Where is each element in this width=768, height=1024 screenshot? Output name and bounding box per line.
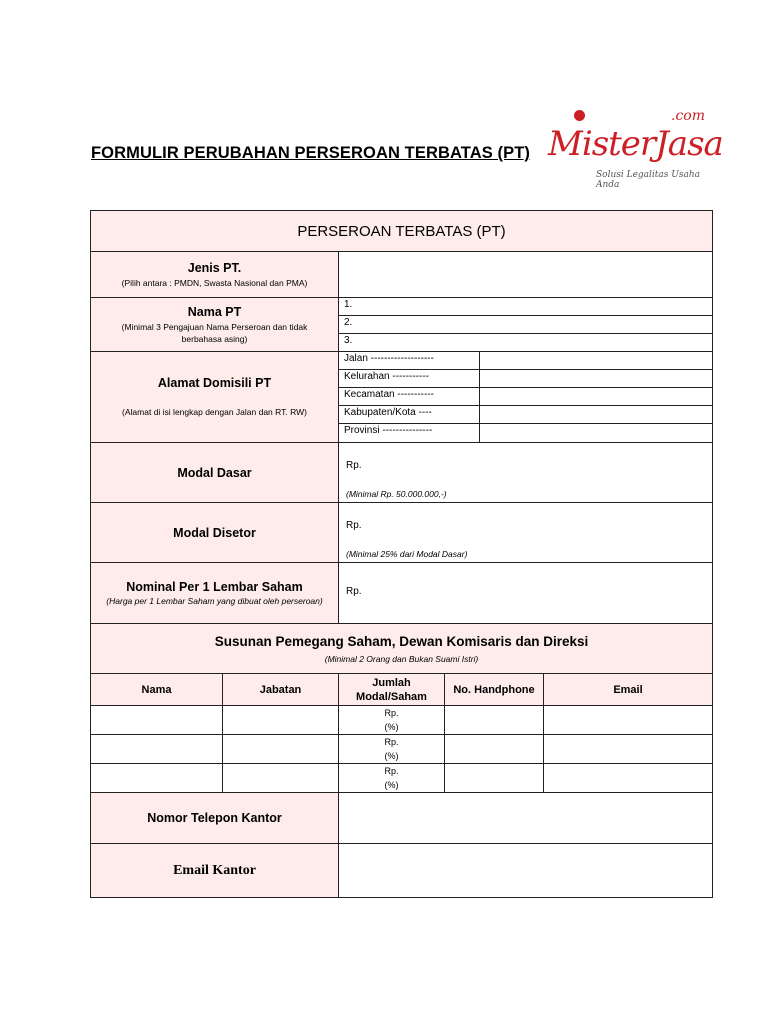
col-header-jabatan xyxy=(222,673,339,706)
alamat-hint: (Alamat di isi lengkap dengan Jalan dan RT. RW) xyxy=(122,407,307,417)
nama-pt-label: Nama PT xyxy=(187,304,242,319)
modal-disetor-rp: Rp. xyxy=(346,520,362,531)
section-header xyxy=(90,210,713,252)
col-header-label: Jumlah Modal/Saham xyxy=(356,676,427,703)
table-cell-jumlah[interactable] xyxy=(338,763,445,793)
email-kantor-label-cell xyxy=(90,843,339,898)
form-title: FORMULIR PERUBAHAN PERSEROAN TERBATAS (PT) xyxy=(91,144,531,162)
table-cell-handphone[interactable] xyxy=(444,763,544,793)
nominal-input[interactable] xyxy=(338,562,713,624)
alamat-field-kelurahan xyxy=(338,369,480,388)
jenis-pt-hint: (Pilih antara : PMDN, Swasta Nasional dan PMA) xyxy=(121,277,308,288)
nama-pt-hint: (Minimal 3 Pengajuan Nama Perseroan dan tidak berbahasa asing) xyxy=(121,321,308,344)
table-cell-email[interactable] xyxy=(543,763,713,793)
table-cell-jabatan[interactable] xyxy=(222,705,339,735)
alamat-field-kecamatan xyxy=(338,387,480,406)
logo-brand: MisterJasa xyxy=(548,124,723,164)
susunan-title: Susunan Pemegang Saham, Dewan Komisaris dan Direksi xyxy=(214,633,589,649)
alamat-input-jalan[interactable] xyxy=(479,351,713,370)
modal-dasar-note: (Minimal Rp. 50.000.000,-) xyxy=(346,489,447,499)
jumlah-pct: (%) xyxy=(384,722,399,732)
logo-dot-icon xyxy=(574,110,585,121)
jumlah-pct: (%) xyxy=(384,780,399,790)
modal-disetor-input[interactable] xyxy=(338,502,713,563)
alamat-label-cell xyxy=(90,351,339,443)
alamat-field-kabupaten xyxy=(338,405,480,424)
table-cell-jumlah[interactable] xyxy=(338,705,445,735)
jenis-pt-label-cell xyxy=(90,251,339,298)
table-cell-handphone[interactable] xyxy=(444,705,544,735)
jumlah-rp: Rp. xyxy=(384,737,399,747)
alamat-input-provinsi[interactable] xyxy=(479,423,713,443)
jumlah-rp: Rp. xyxy=(384,708,399,718)
modal-disetor-note: (Minimal 25% dari Modal Dasar) xyxy=(346,549,468,559)
table-cell-nama[interactable] xyxy=(90,705,223,735)
email-kantor-label: Email Kantor xyxy=(173,862,256,878)
nama-pt-label-cell xyxy=(90,297,339,352)
alamat-field-jalan xyxy=(338,351,480,370)
nominal-rp: Rp. xyxy=(346,586,362,597)
nominal-hint: (Harga per 1 Lembar Saham yang dibuat oleh perseroan) xyxy=(106,596,323,606)
alamat-field-label: Kelurahan ----------- xyxy=(344,371,429,382)
alamat-field-label: Jalan ------------------- xyxy=(344,353,434,364)
susunan-header xyxy=(90,623,713,674)
misterjasa-logo xyxy=(546,104,721,188)
jumlah-pct: (%) xyxy=(384,751,399,761)
alamat-label: Alamat Domisili PT xyxy=(157,376,272,390)
col-header-label: Nama xyxy=(141,683,172,696)
jenis-pt-input[interactable] xyxy=(338,251,713,298)
table-cell-email[interactable] xyxy=(543,705,713,735)
logo-tagline: Solusi Legalitas Usaha Anda xyxy=(596,170,700,190)
table-cell-nama[interactable] xyxy=(90,734,223,764)
table-cell-jumlah[interactable] xyxy=(338,734,445,764)
modal-disetor-label: Modal Disetor xyxy=(173,525,256,540)
table-cell-nama[interactable] xyxy=(90,763,223,793)
telepon-label-cell xyxy=(90,792,339,844)
jumlah-rp: Rp. xyxy=(384,766,399,776)
table-cell-jabatan[interactable] xyxy=(222,763,339,793)
nama-slot-label: 3. xyxy=(344,335,353,346)
nominal-label-cell xyxy=(90,562,339,624)
email-kantor-input[interactable] xyxy=(338,843,713,898)
col-header-label: No. Handphone xyxy=(453,683,535,696)
col-header-email xyxy=(543,673,713,706)
nama-pt-slot-2[interactable] xyxy=(338,315,713,334)
modal-dasar-label-cell xyxy=(90,442,339,503)
alamat-field-label: Kabupaten/Kota ---- xyxy=(344,407,432,418)
modal-dasar-input[interactable] xyxy=(338,442,713,503)
alamat-field-label: Kecamatan ----------- xyxy=(344,389,434,400)
modal-disetor-label-cell xyxy=(90,502,339,563)
jenis-pt-label: Jenis PT. xyxy=(187,260,242,275)
alamat-field-provinsi xyxy=(338,423,480,443)
col-header-jumlah xyxy=(338,673,445,706)
table-cell-jabatan[interactable] xyxy=(222,734,339,764)
col-header-nama xyxy=(90,673,223,706)
nama-slot-label: 1. xyxy=(344,299,353,310)
susunan-note: (Minimal 2 Orang dan Bukan Suami Istri) xyxy=(324,653,479,664)
alamat-input-kelurahan[interactable] xyxy=(479,369,713,388)
table-cell-handphone[interactable] xyxy=(444,734,544,764)
nama-slot-label: 2. xyxy=(344,317,353,328)
logo-domain: .com xyxy=(671,108,705,124)
telepon-input[interactable] xyxy=(338,792,713,844)
col-header-label: Email xyxy=(613,683,643,696)
nama-pt-slot-3[interactable] xyxy=(338,333,713,352)
alamat-input-kabupaten[interactable] xyxy=(479,405,713,424)
col-header-label: Jabatan xyxy=(259,683,302,696)
alamat-input-kecamatan[interactable] xyxy=(479,387,713,406)
alamat-field-label: Provinsi --------------- xyxy=(344,425,433,436)
nama-pt-slot-1[interactable] xyxy=(338,297,713,316)
modal-dasar-rp: Rp. xyxy=(346,460,362,471)
nominal-label: Nominal Per 1 Lembar Saham xyxy=(126,580,303,594)
modal-dasar-label: Modal Dasar xyxy=(177,465,252,480)
table-cell-email[interactable] xyxy=(543,734,713,764)
section-header-text: PERSEROAN TERBATAS (PT) xyxy=(297,222,506,240)
telepon-label: Nomor Telepon Kantor xyxy=(147,811,282,825)
col-header-handphone xyxy=(444,673,544,706)
